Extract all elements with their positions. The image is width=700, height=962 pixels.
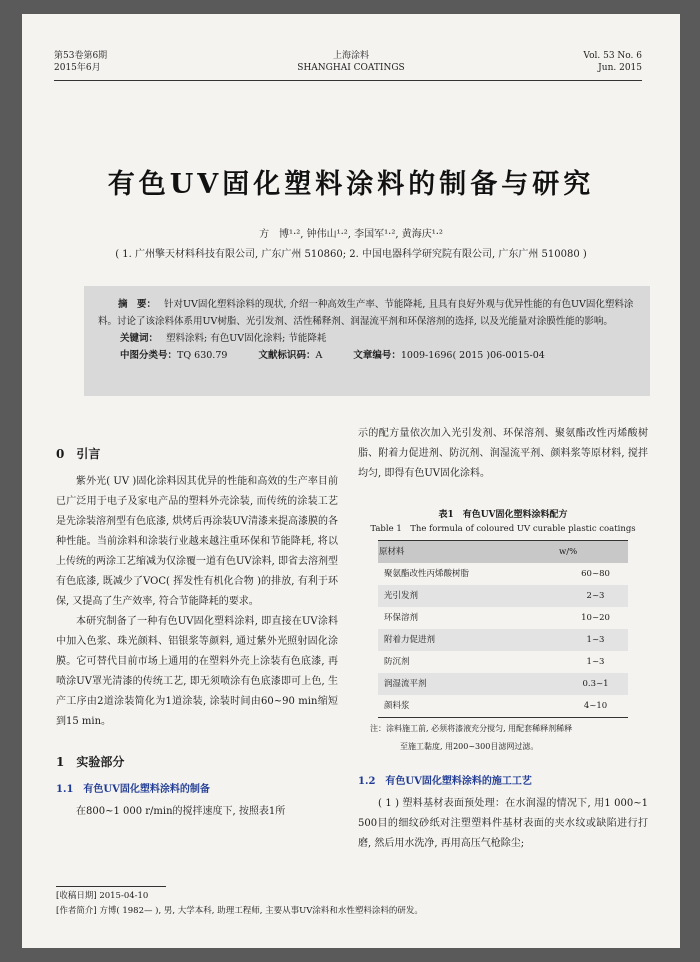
- journal-page: [22, 14, 680, 948]
- header-divider: [54, 80, 642, 81]
- clc-label: 中图分类号：: [120, 350, 178, 361]
- footnote-divider: [56, 886, 166, 887]
- table-caption-cn: 表1 有色UV固化塑料涂料配方: [438, 510, 568, 520]
- table-cell-value: 1~3: [586, 657, 605, 667]
- journal-name-cn: 上海涂料: [332, 51, 369, 61]
- formula-table: [378, 540, 628, 718]
- prep-paragraph-continued: 示的配方量依次加入光引发剂、环保溶剂、聚氨酯改性丙烯酸树脂、附着力促进剂、防沉剂、润湿流平剂、颜料浆等原材料, 搅拌均匀, 即得有色UV固化涂料。: [358, 428, 648, 479]
- intro-paragraph-2: 本研究制备了一种有色UV固化塑料涂料, 即直接在UV涂料中加入色浆、珠光颜料、铝银浆等颜料, 通过紫外光照射固化涂膜。它可替代目前市场上通用的在塑料外壳上涂装有色底漆, 再喷涂UV罩光清漆的传统工艺, 即无须喷涂有色底漆即可上色, 生产工序由2道涂装简化为1道涂装, 涂装时间由60~90 min缩短到15 min。: [56, 616, 338, 727]
- table-header-material: 原材料: [378, 541, 558, 564]
- right-column: [358, 424, 648, 854]
- table-caption-en: Table 1 The formula of coloured UV curable plastic coatings: [370, 524, 636, 534]
- abstract-box: [84, 286, 650, 396]
- process-paragraph: ( 1 ) 塑料基材表面预处理：在水润湿的情况下, 用1 000~1 500目的细纹砂纸对注塑塑料件基材表面的夹水纹或缺陷进行打磨, 然后用水洗净, 再用高压气枪除尘;: [358, 798, 648, 849]
- doc-code-label: 文献标识码：: [258, 350, 316, 361]
- header-right: [583, 50, 642, 74]
- prep-paragraph: 在800~1 000 r/min的搅拌速度下, 按照表1所: [76, 806, 286, 817]
- table-header-row: [378, 541, 628, 564]
- table-cell-value: 1~3: [558, 629, 628, 651]
- table-row: [378, 695, 628, 718]
- affiliations: ( 1. 广州擎天材料科技有限公司, 广东广州 510860; 2. 中国电器科学研究院有限公司, 广东广州 510080 ): [115, 249, 587, 260]
- classification: [98, 347, 636, 364]
- volume-issue: 第53卷第6期: [54, 51, 108, 61]
- keywords-label: 关键词：: [120, 333, 159, 344]
- table-cell-value: 2~3: [558, 585, 628, 607]
- table-row: [378, 563, 628, 585]
- table-cell-material: 颜料浆: [378, 695, 558, 718]
- paper-title: 有色UV固化塑料涂料的制备与研究: [107, 169, 595, 200]
- table-cell-value: 10~20: [581, 613, 610, 623]
- article-number-label: 文章编号：: [353, 350, 401, 361]
- table-row: [378, 629, 628, 651]
- table-row: [378, 651, 628, 673]
- table-note-line-2: 至施工黏度, 用200~300目滤网过滤。: [400, 742, 539, 751]
- publish-date: 2015年6月: [54, 63, 101, 73]
- table-cell-material: 光引发剂: [378, 585, 558, 607]
- table-row: [378, 607, 628, 629]
- journal-name-en: SHANGHAI COATINGS: [297, 63, 405, 73]
- received-date: [收稿日期] 2015-04-10: [56, 891, 149, 901]
- table-cell-value: 60~80: [581, 569, 610, 579]
- left-column: [56, 438, 338, 822]
- subsection-heading-1-1: 1.1 有色UV固化塑料涂料的制备: [56, 784, 210, 795]
- publish-date-en: Jun. 2015: [598, 63, 642, 73]
- doc-code-value: A: [315, 350, 323, 361]
- table-cell-material: 环保溶剂: [384, 613, 419, 623]
- table-cell-value: 4~10: [558, 695, 628, 718]
- intro-paragraph-1: 紫外光( UV )固化涂料因其优异的性能和高效的生产率目前已广泛用于电子及家电产品的塑料外壳涂装, 而传统的涂装工艺是先涂装溶剂型有色底漆, 烘烤后再涂装UV清漆来提高漆膜的各种性能。当前涂料和涂装行业越来越注重环保和节能降耗, 将以上传统的两涂工艺缩减为仅涂覆一道有色UV涂料, 即省去溶剂型有色底漆, 既减少了VOC( 挥发性有机化合物 )的排放, 有利于环保, 又提高了生产效率, 符合节能降耗的要求。: [56, 476, 339, 607]
- keywords-text: 塑料涂料; 有色UV固化涂料; 节能降耗: [166, 333, 327, 344]
- author-list: 方 博¹·², 钟伟山¹·², 李国军¹·², 黄海庆¹·²: [259, 229, 443, 240]
- table-row: [378, 585, 628, 607]
- abstract-label: 摘 要：: [118, 299, 157, 310]
- clc-value: TQ 630.79: [177, 350, 228, 361]
- table-note-line-1: 注：涂料施工前, 必须将漆液充分搅匀, 用配套稀释剂稀释: [370, 724, 573, 733]
- table-cell-value: 0.3~1: [558, 673, 628, 695]
- abstract: [98, 296, 636, 330]
- table-cell-material: 附着力促进剂: [378, 629, 558, 651]
- volume-issue-en: Vol. 53 No. 6: [583, 51, 642, 61]
- table-cell-material: 润湿流平剂: [378, 673, 558, 695]
- author-bio: [作者简介] 方博( 1982— ), 男, 大学本科, 助理工程师, 主要从事UV涂料和水性塑料涂料的研发。: [56, 906, 423, 916]
- abstract-text: 针对UV固化塑料涂料的现状, 介绍一种高效生产率、节能降耗, 且具有良好外观与优异性能的有色UV固化塑料涂料。讨论了该涂料体系用UV树脂、光引发剂、活性稀释剂、润湿流平剂和环保溶剂的选择, 以及光能量对涂膜性能的影响。: [98, 299, 634, 327]
- table-row: [378, 673, 628, 695]
- article-number-value: 1009-1696( 2015 )06-0015-04: [400, 350, 545, 361]
- header-center: [22, 50, 680, 74]
- table-cell-material: 防沉剂: [384, 657, 410, 667]
- section-heading-experiment: 1 实验部分: [56, 755, 125, 769]
- keywords: [98, 330, 636, 347]
- subsection-heading-1-2: 1.2 有色UV固化塑料涂料的施工工艺: [358, 776, 532, 787]
- table-cell-material: 聚氨酯改性丙烯酸树脂: [384, 569, 470, 579]
- table-header-mass-fraction: w/%: [558, 541, 628, 564]
- section-heading-intro: 0 引言: [56, 447, 101, 461]
